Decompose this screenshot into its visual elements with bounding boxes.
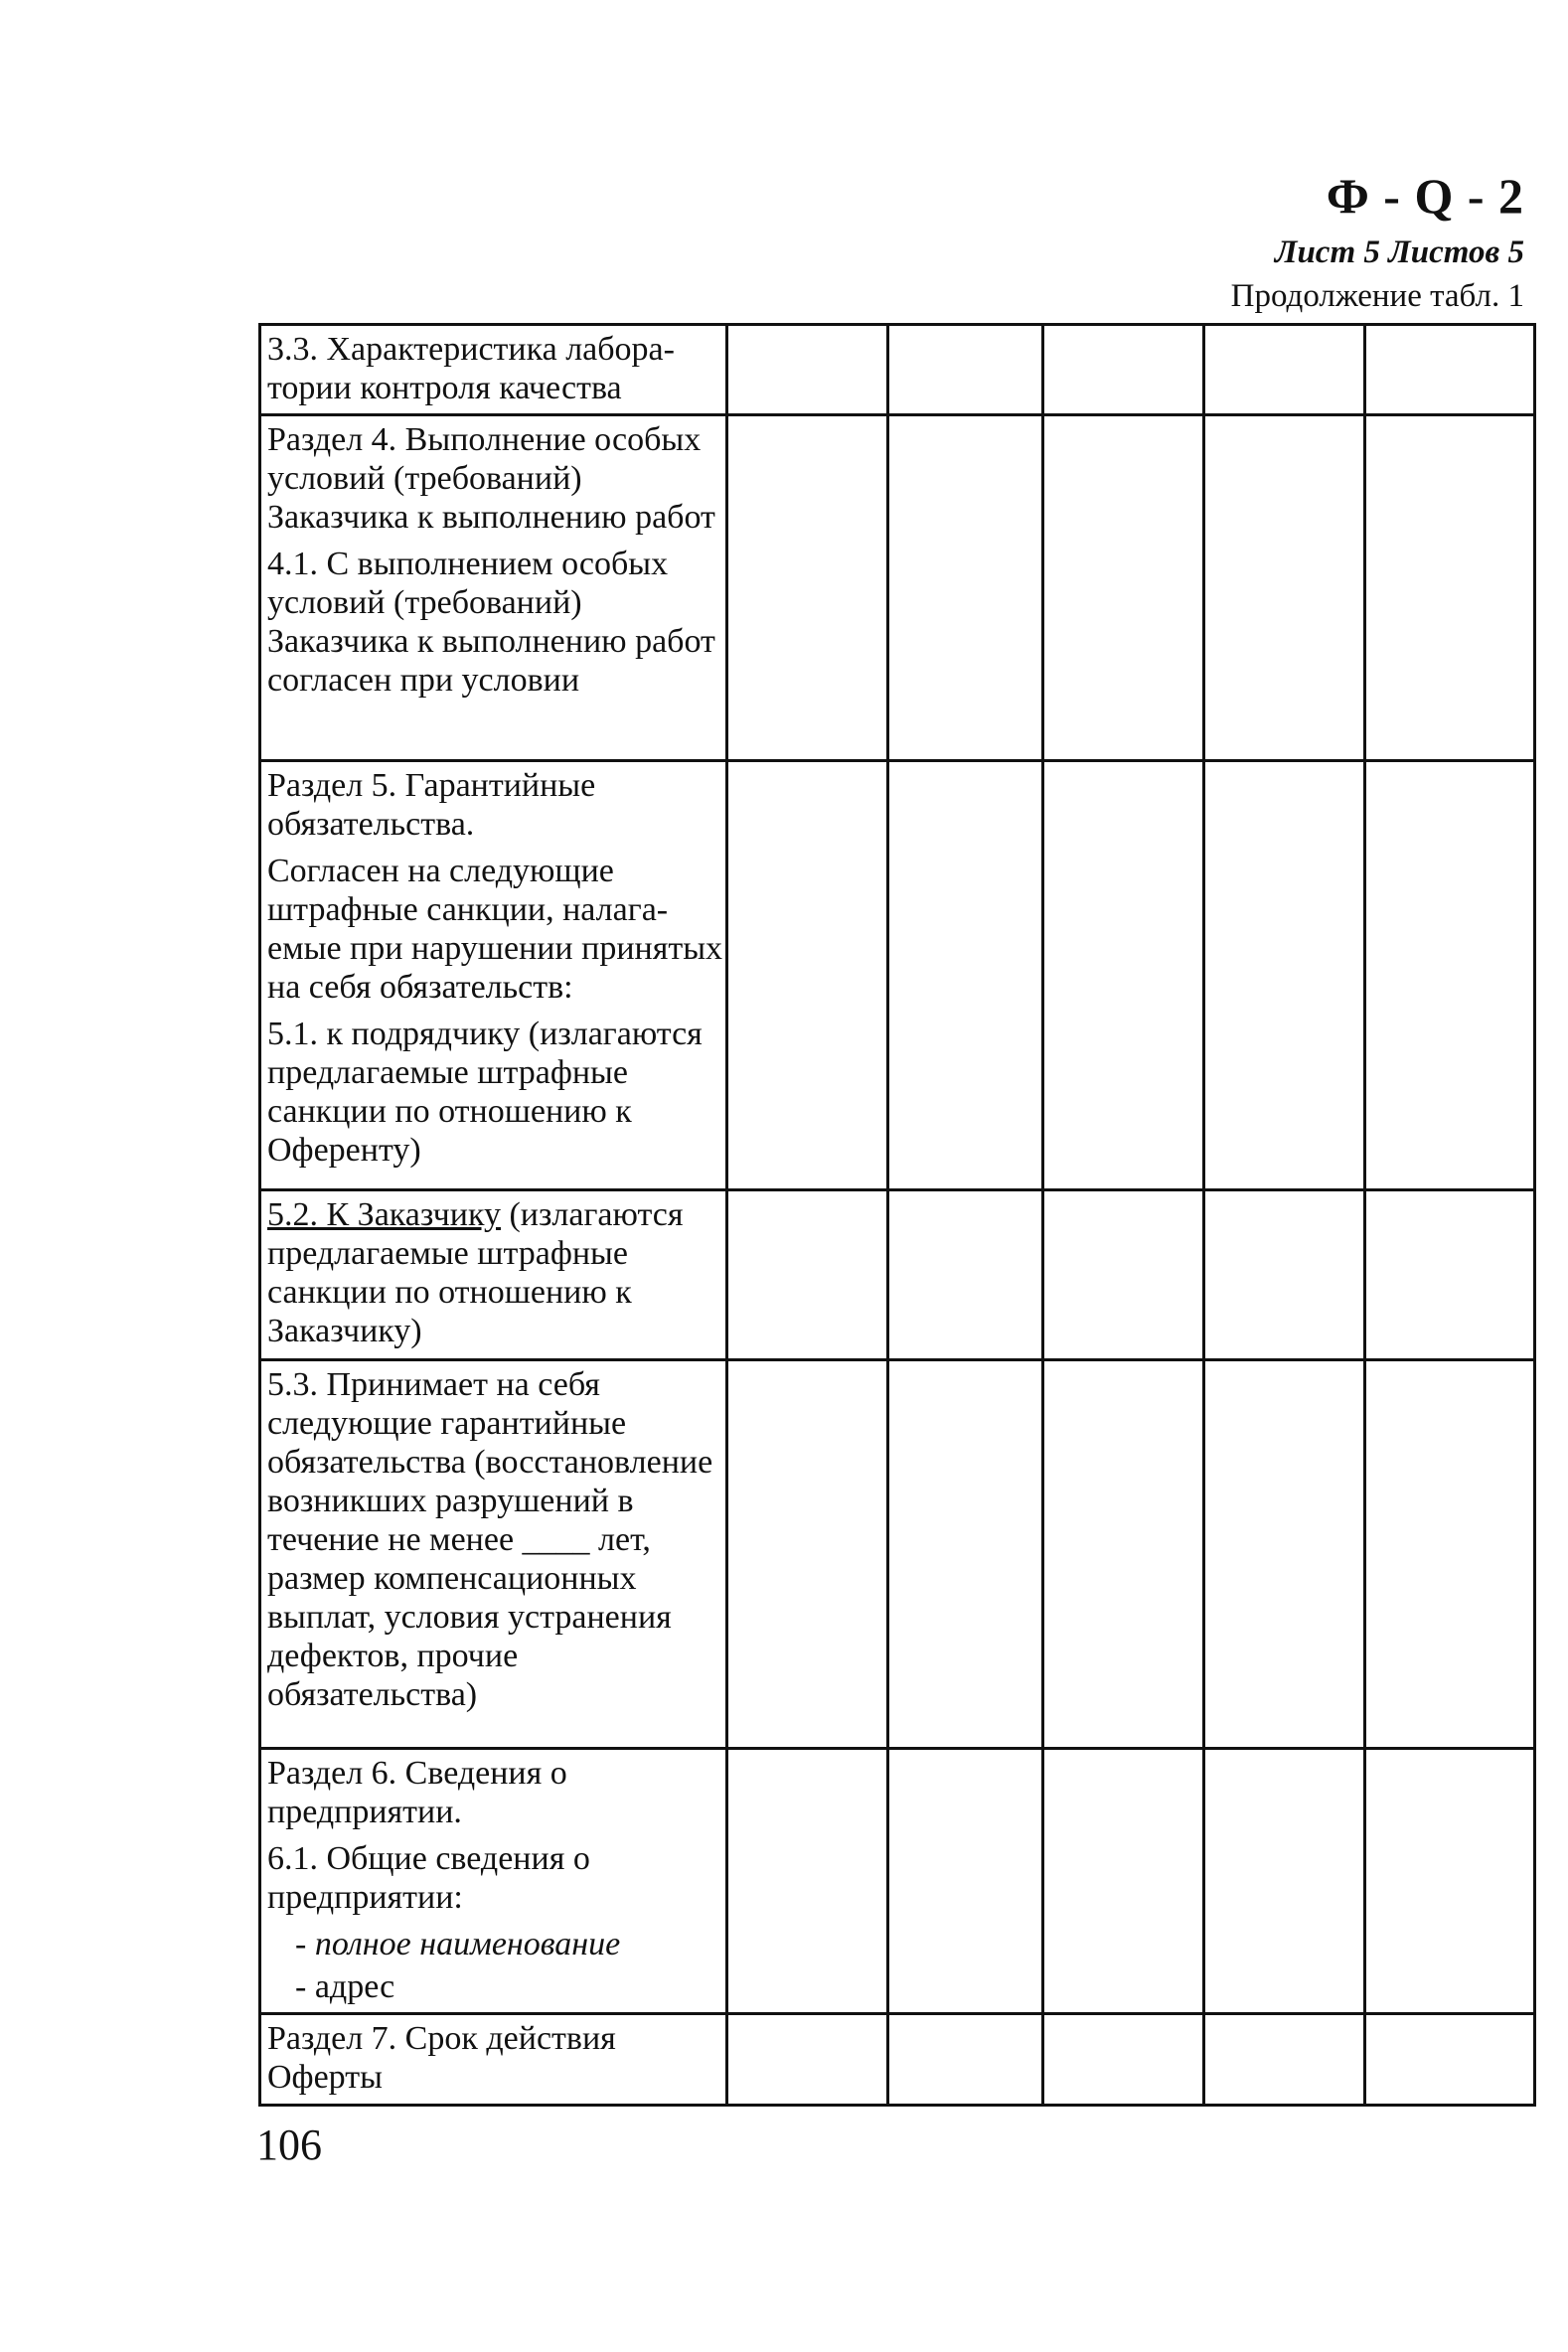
value-cell [888, 415, 1043, 761]
value-cell [1365, 325, 1535, 415]
table-row-5-3 [260, 1360, 1535, 1749]
page-number: 106 [256, 2120, 322, 2169]
row-text: 4.1. С выполнением особых условий (требований) Заказчика к выполнению работ согласен при условии [267, 546, 715, 699]
value-cell [727, 325, 888, 415]
table-row-section-4 [260, 415, 1535, 761]
value-cell [1204, 1360, 1365, 1749]
value-cell [888, 2014, 1043, 2106]
row-text: Раздел 4. Выполнение особых условий (требований) Заказчика к выполнению работ [267, 421, 715, 536]
row-label-cell [260, 2014, 727, 2106]
row-text: 3.3. Характеристика лаборатории контроля качества [267, 331, 675, 406]
value-cell [1204, 2014, 1365, 2106]
value-cell [1204, 1749, 1365, 2014]
table-continuation-label: Продолжение табл. 1 [1230, 278, 1524, 314]
row-text: Раздел 6. Сведения о предприятии. [267, 1755, 567, 1830]
value-cell [1043, 761, 1204, 1190]
table-row-section-6 [260, 1749, 1535, 2014]
row-label-cell [260, 325, 727, 415]
value-cell [1365, 1749, 1535, 2014]
row-text-rest: (излагаются предлагаемые штрафные санкции по отношению к Заказчику) [267, 1196, 684, 1349]
value-cell [1043, 2014, 1204, 2106]
sub-item: - полное наименование [295, 1926, 621, 1962]
value-cell [1043, 1190, 1204, 1360]
form-code: Ф - Q - 2 [1326, 168, 1524, 224]
value-cell [1043, 1749, 1204, 2014]
row-text: Раздел 7. Срок действия Оферты [267, 2020, 616, 2096]
row-label-cell [260, 761, 727, 1190]
row-text: 5.1. к подрядчику (излагаются предлагаемые штрафные санкции по отношению к Оференту) [267, 1016, 703, 1169]
row-label-cell [260, 1749, 727, 2014]
row-text: 5.3. Принимает на себя следующие гарантийные обязательства (восстановление возникших разрушений в течение не менее ____ лет, размер компенсационных выплат, условия устранения дефектов, прочие обязательства) [267, 1366, 713, 1713]
value-cell [727, 415, 888, 761]
value-cell [888, 1749, 1043, 2014]
value-cell [727, 1360, 888, 1749]
table-row-section-7 [260, 2014, 1535, 2106]
value-cell [888, 325, 1043, 415]
value-cell [1365, 1190, 1535, 1360]
value-cell [1365, 761, 1535, 1190]
value-cell [1043, 325, 1204, 415]
value-cell [1204, 325, 1365, 415]
value-cell [1204, 1190, 1365, 1360]
value-cell [727, 2014, 888, 2106]
value-cell [888, 761, 1043, 1190]
row-text: Согласен на следующие штрафные санкции, налагаемые при нарушении принятых на себя обязательств: [267, 853, 723, 1006]
table-row-3-3 [260, 325, 1535, 415]
row-label-cell [260, 415, 727, 761]
row-label-cell [260, 1190, 727, 1360]
sub-item: - адрес [295, 1968, 395, 2005]
table-row-5-2 [260, 1190, 1535, 1360]
row-label-cell [260, 1360, 727, 1749]
value-cell [888, 1190, 1043, 1360]
value-cell [1365, 2014, 1535, 2106]
value-cell [1043, 1360, 1204, 1749]
sheet-info: Лист 5 Листов 5 [1274, 235, 1524, 270]
row-text: 6.1. Общие сведения о предприятии: [267, 1840, 590, 1916]
value-cell [1043, 415, 1204, 761]
value-cell [1204, 761, 1365, 1190]
value-cell [727, 1749, 888, 2014]
value-cell [1204, 415, 1365, 761]
value-cell [727, 761, 888, 1190]
table-row-section-5 [260, 761, 1535, 1190]
value-cell [1365, 1360, 1535, 1749]
value-cell [888, 1360, 1043, 1749]
row-text [267, 1195, 723, 1350]
row-text: Раздел 5. Гарантийные обязательства. [267, 767, 596, 843]
value-cell [1365, 415, 1535, 761]
underlined-lead: 5.2. К Заказчику [267, 1196, 501, 1233]
value-cell [727, 1190, 888, 1360]
offer-form-table [258, 323, 1536, 2107]
